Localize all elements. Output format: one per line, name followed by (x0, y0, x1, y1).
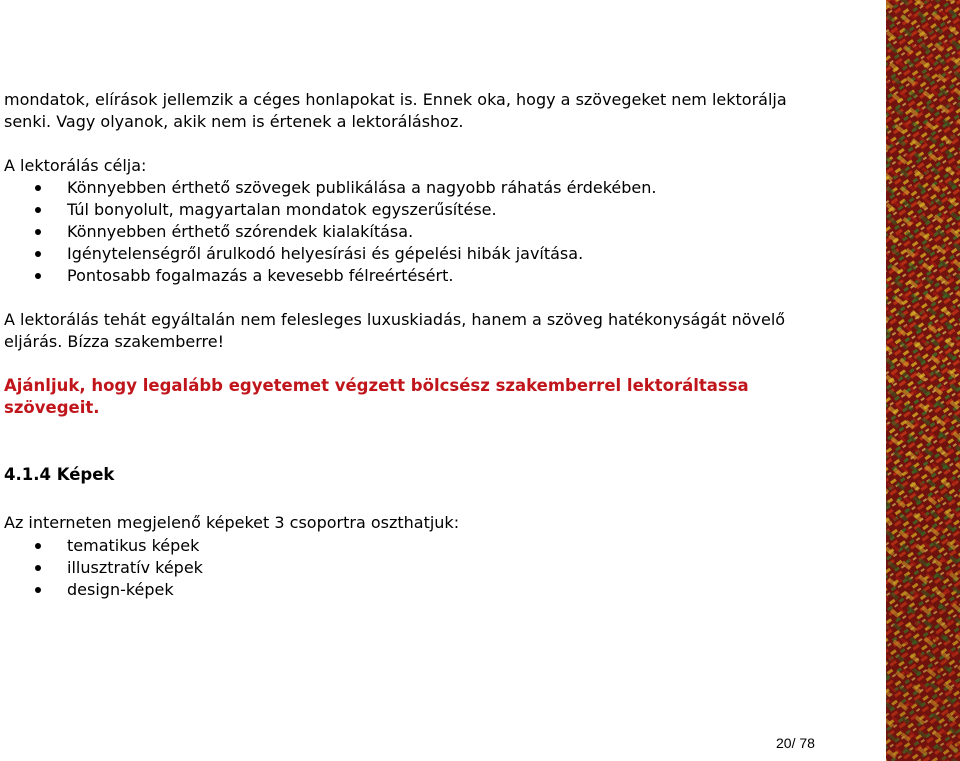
goal-heading: A lektorálás célja: (4, 156, 147, 175)
textile-pattern-icon (886, 0, 960, 761)
image-types-list (4, 535, 203, 601)
list-item: Túl bonyolult, magyartalan mondatok egyszerűsítése. (4, 199, 656, 221)
list-item: illusztratív képek (4, 557, 203, 579)
section-heading: 4.1.4 Képek (4, 465, 115, 484)
decorative-strip (886, 0, 960, 761)
list-item: Könnyebben érthető szövegek publikálása a nagyobb ráhatás érdekében. (4, 177, 656, 199)
advice-paragraph: Ajánljuk, hogy legalább egyetemet végzett bölcsész szakemberrel lektoráltassa szövegeit. (4, 376, 749, 417)
conclusion-paragraph: A lektorálás tehát egyáltalán nem felesleges luxuskiadás, hanem a szöveg hatékonyságát növelő eljárás. Bízza szakemberre! (4, 310, 786, 351)
list-item: Könnyebben érthető szórendek kialakítása. (4, 221, 656, 243)
images-intro-paragraph: Az interneten megjelenő képeket 3 csoportra oszthatjuk: (4, 513, 460, 532)
list-item: Igénytelenségről árulkodó helyesírási és gépelési hibák javítása. (4, 243, 656, 265)
intro-paragraph: mondatok, elírások jellemzik a céges honlapokat is. Ennek oka, hogy a szövegeket nem lektorálja senki. Vagy olyanok, akik nem is értenek a lektoráláshoz. (4, 90, 787, 131)
list-item: Pontosabb fogalmazás a kevesebb félreértésért. (4, 265, 656, 287)
list-item: design-képek (4, 579, 203, 601)
document-page (4, 0, 834, 761)
goal-list (4, 177, 656, 287)
list-item: tematikus képek (4, 535, 203, 557)
page-number: 20/ 78 (776, 735, 815, 751)
